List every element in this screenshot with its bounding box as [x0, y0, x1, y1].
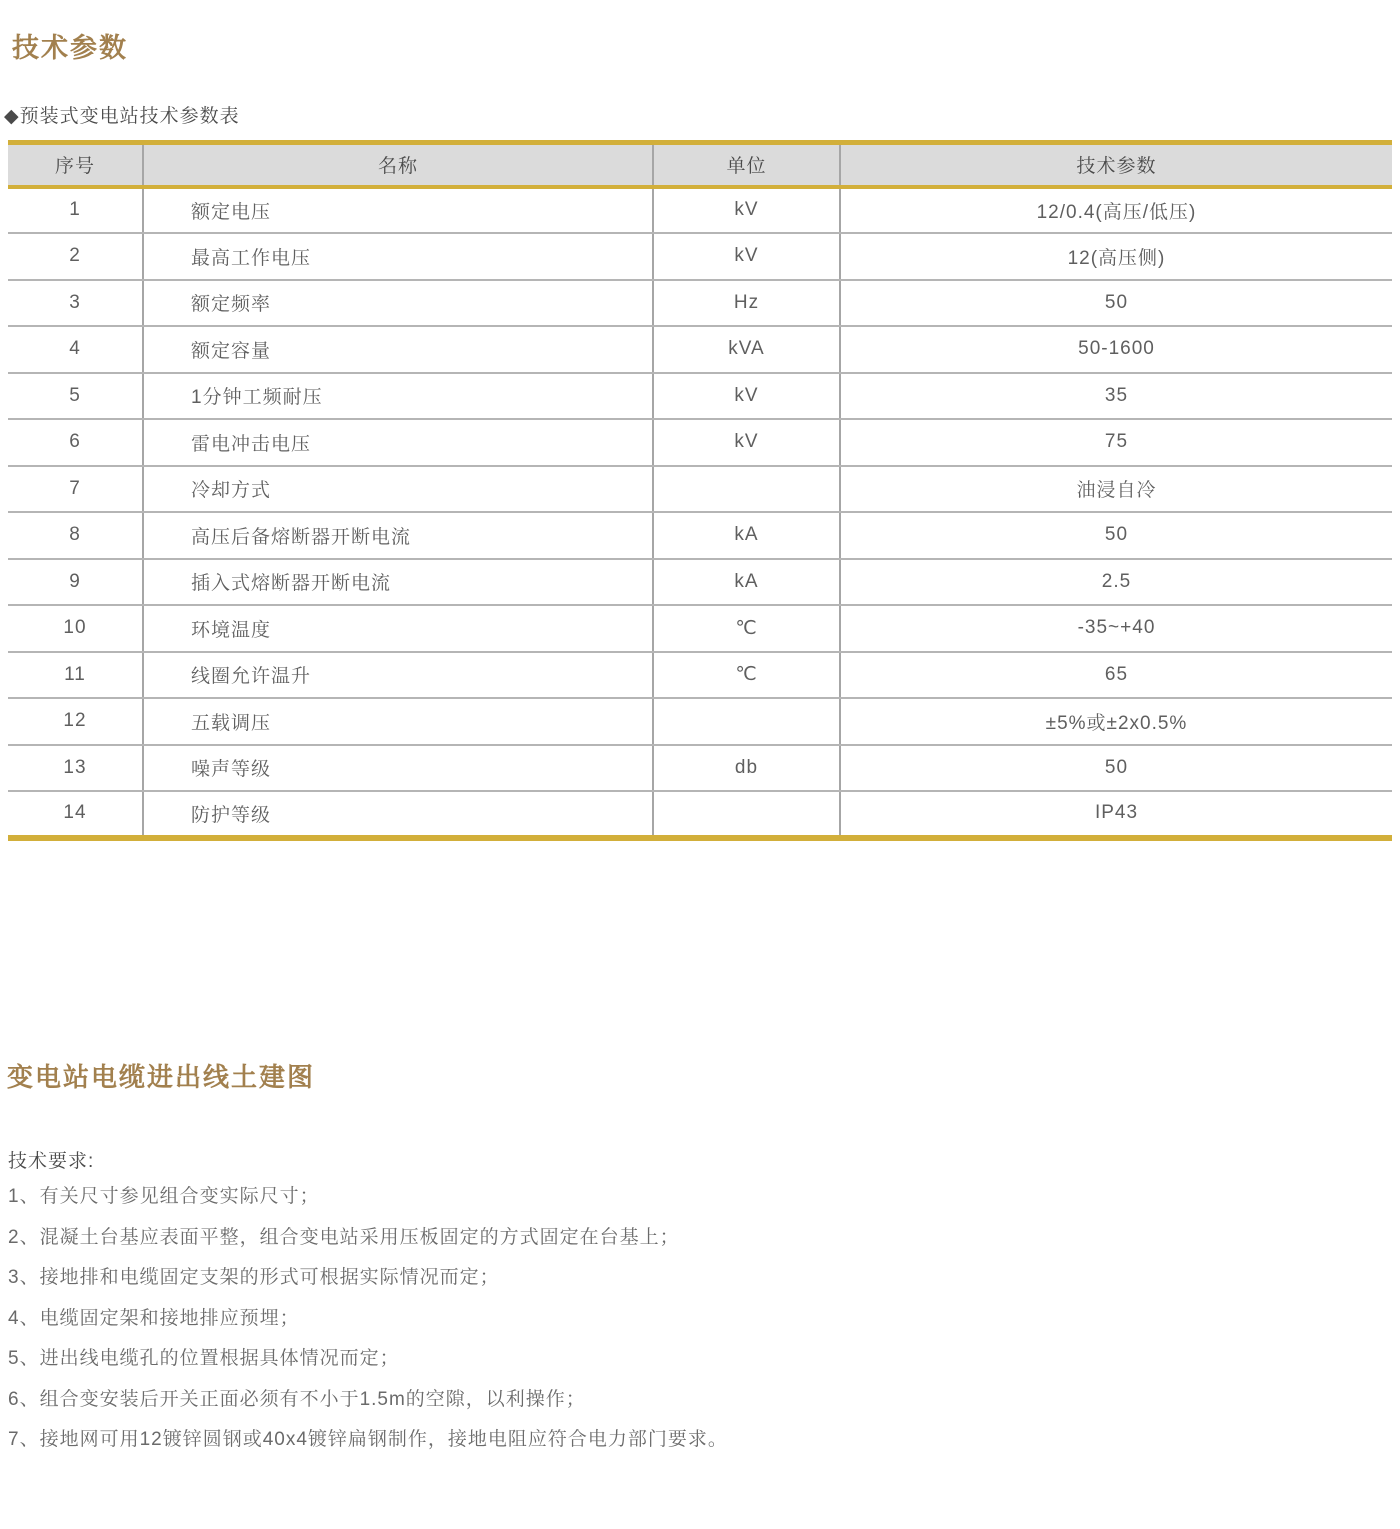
- column-header-index: 序号: [8, 143, 143, 187]
- cell-param: 65: [840, 652, 1392, 699]
- technical-parameters-table: [8, 140, 1392, 841]
- cell-param: 75: [840, 419, 1392, 466]
- cell-param: 50: [840, 745, 1392, 792]
- table-row: [8, 791, 1392, 838]
- table-row: [8, 280, 1392, 327]
- cell-name: 冷却方式: [143, 466, 653, 513]
- cell-index: 11: [8, 652, 143, 699]
- cell-name: 高压后备熔断器开断电流: [143, 512, 653, 559]
- cell-index: 12: [8, 698, 143, 745]
- table-row: [8, 373, 1392, 420]
- cell-index: 5: [8, 373, 143, 420]
- cell-param: 50: [840, 512, 1392, 559]
- cell-param: 12/0.4(高压/低压): [840, 187, 1392, 234]
- cell-name: 最高工作电压: [143, 233, 653, 280]
- table-header-row: [8, 143, 1392, 187]
- table-row: [8, 559, 1392, 606]
- table-row: [8, 233, 1392, 280]
- page-title: 技术参数: [12, 33, 128, 63]
- cell-index: 2: [8, 233, 143, 280]
- table-row: [8, 652, 1392, 699]
- section2-title: 变电站电缆进出线土建图: [7, 1062, 316, 1092]
- table-row: [8, 187, 1392, 234]
- requirements-list: [8, 1186, 1388, 1470]
- cell-name: 环境温度: [143, 605, 653, 652]
- column-header-name: 名称: [143, 143, 653, 187]
- cell-index: 14: [8, 791, 143, 838]
- cell-unit: ℃: [653, 652, 840, 699]
- cell-unit: kVA: [653, 326, 840, 373]
- table-row: [8, 419, 1392, 466]
- requirement-item: 6、组合变安装后开关正面必须有不小于1.5m的空隙，以利操作；: [8, 1388, 586, 1410]
- cell-unit: ℃: [653, 605, 840, 652]
- cell-param: 油浸自冷: [840, 466, 1392, 513]
- table-row: [8, 512, 1392, 559]
- requirement-item: 2、混凝土台基应表面平整，组合变电站采用压板固定的方式固定在台基上；: [8, 1226, 680, 1248]
- requirements-label: 技术要求:: [8, 1151, 95, 1172]
- cell-unit: [653, 698, 840, 745]
- cell-unit: [653, 466, 840, 513]
- cell-index: 8: [8, 512, 143, 559]
- cell-param: ±5%或±2x0.5%: [840, 698, 1392, 745]
- cell-name: 额定电压: [143, 187, 653, 234]
- cell-param: 50: [840, 280, 1392, 327]
- cell-index: 4: [8, 326, 143, 373]
- table-row: [8, 698, 1392, 745]
- requirement-item: 5、进出线电缆孔的位置根据具体情况而定；: [8, 1348, 400, 1369]
- cell-index: 1: [8, 187, 143, 234]
- requirement-item: 4、电缆固定架和接地排应预埋；: [8, 1307, 300, 1329]
- cell-name: 五载调压: [143, 698, 653, 745]
- table-row: [8, 605, 1392, 652]
- cell-name: 噪声等级: [143, 745, 653, 792]
- cell-unit: kV: [653, 419, 840, 466]
- cell-param: 12(高压侧): [840, 233, 1392, 280]
- cell-unit: Hz: [653, 280, 840, 327]
- cell-unit: db: [653, 745, 840, 792]
- cell-index: 9: [8, 559, 143, 606]
- table-caption: [4, 101, 240, 128]
- cell-param: 35: [840, 373, 1392, 420]
- cell-index: 13: [8, 745, 143, 792]
- column-header-param: 技术参数: [840, 143, 1392, 187]
- cell-param: -35~+40: [840, 605, 1392, 652]
- cell-unit: kV: [653, 233, 840, 280]
- table-row: [8, 326, 1392, 373]
- cell-name: 额定频率: [143, 280, 653, 327]
- cell-param: IP43: [1094, 802, 1139, 824]
- cell-name: 插入式熔断器开断电流: [143, 559, 653, 606]
- requirement-item: 7、接地网可用12镀锌圆钢或40x4镀锌扁钢制作，接地电阻应符合电力部门要求。: [8, 1429, 728, 1450]
- cell-unit: kV: [653, 187, 840, 234]
- column-header-unit: 单位: [653, 143, 840, 187]
- cell-index: 3: [8, 280, 143, 327]
- cell-name: 线圈允许温升: [143, 652, 653, 699]
- cell-unit: kA: [653, 559, 840, 606]
- diamond-icon: ◆: [4, 106, 20, 127]
- cell-name: 1分钟工频耐压: [143, 373, 653, 420]
- cell-name: 防护等级: [143, 791, 653, 838]
- cell-unit: kV: [653, 373, 840, 420]
- cell-unit: kA: [653, 512, 840, 559]
- requirement-item: 1、有关尺寸参见组合变实际尺寸；: [8, 1186, 320, 1207]
- requirement-item: 3、接地排和电缆固定支架的形式可根据实际情况而定；: [8, 1267, 500, 1288]
- cell-unit: [653, 791, 840, 838]
- cell-index: 10: [8, 605, 143, 652]
- table-caption-text: 预装式变电站技术参数表: [19, 106, 240, 127]
- cell-name: 雷电冲击电压: [143, 419, 653, 466]
- cell-name: 额定容量: [143, 326, 653, 373]
- table-row: [8, 745, 1392, 792]
- cell-param: 2.5: [840, 559, 1392, 606]
- table-row: [8, 466, 1392, 513]
- cell-param: 50-1600: [840, 326, 1392, 373]
- cell-index: 7: [8, 466, 143, 513]
- cell-index: 6: [8, 419, 143, 466]
